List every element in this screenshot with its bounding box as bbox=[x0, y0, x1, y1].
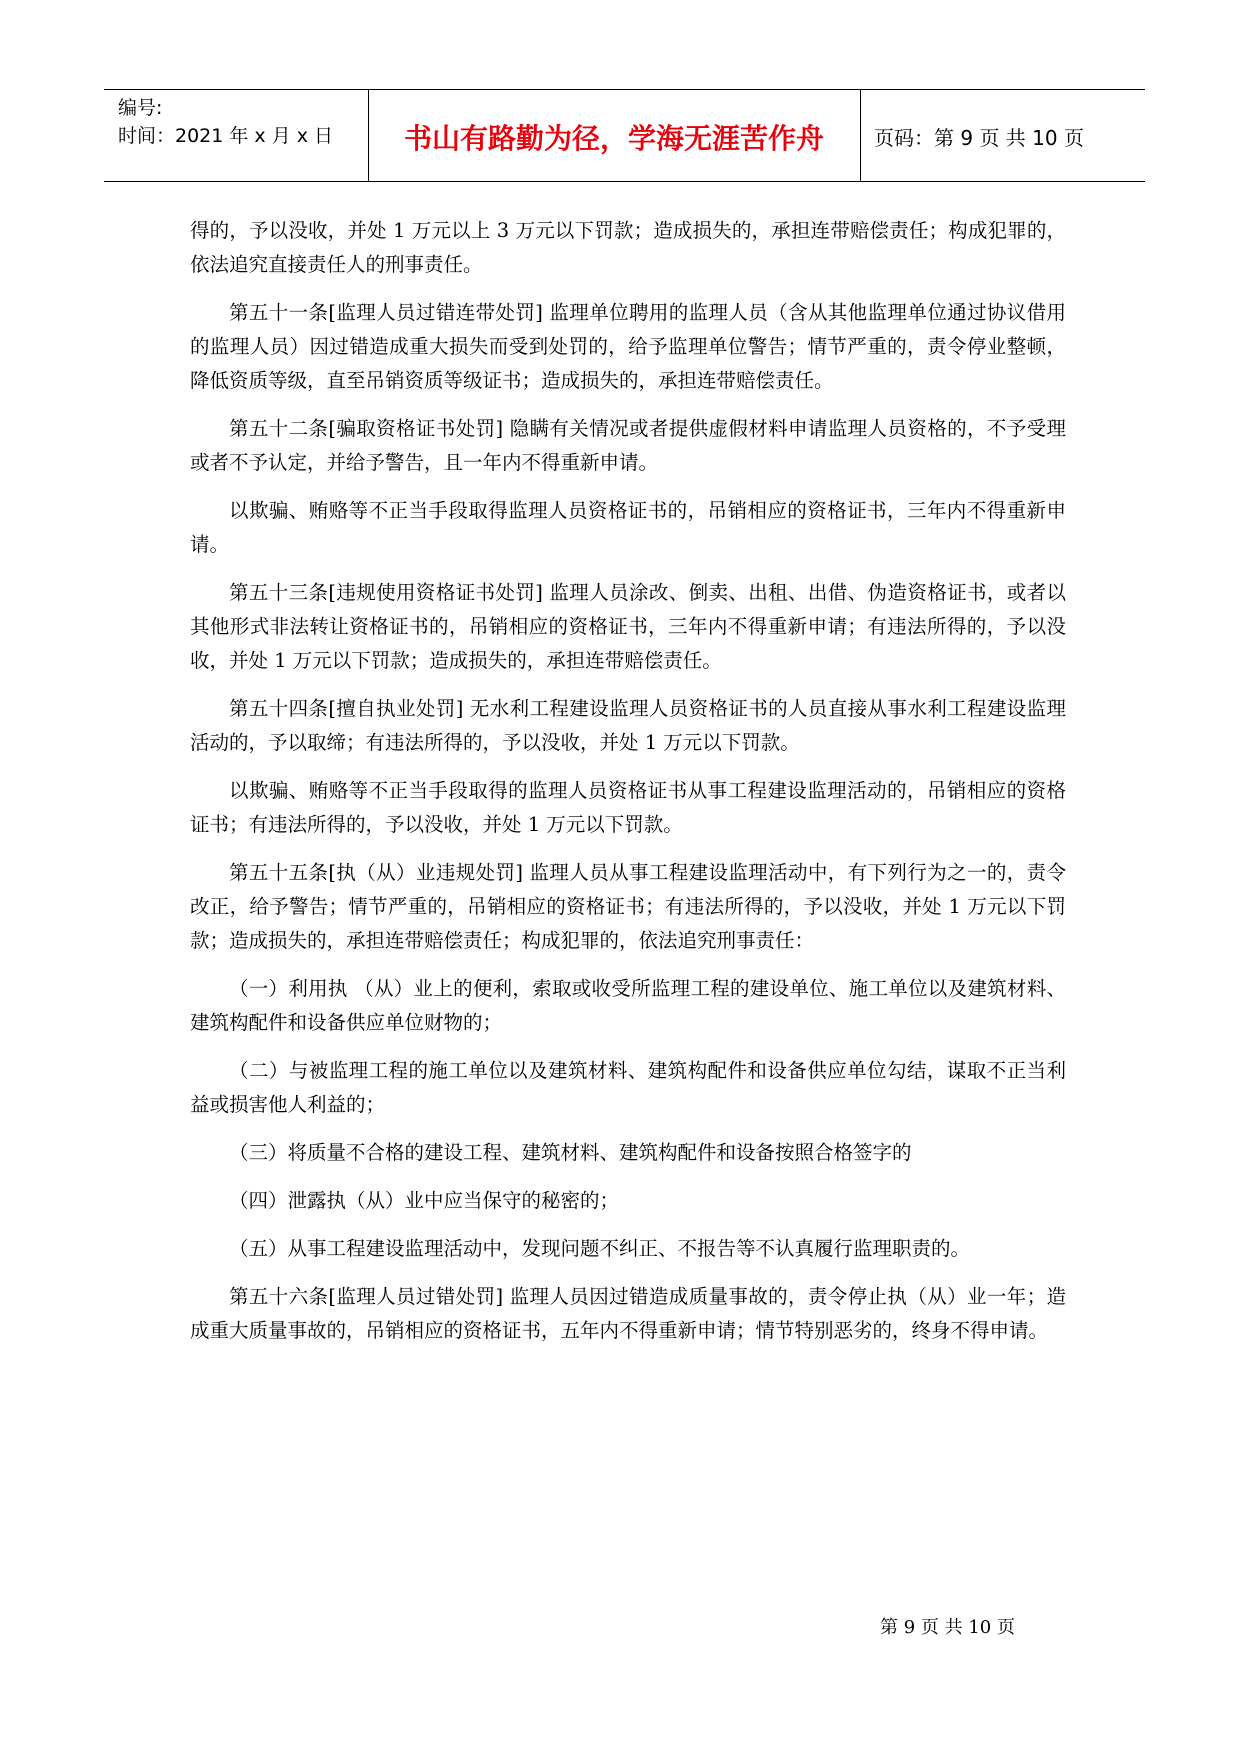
paragraph-continuation: 得的，予以没收，并处 1 万元以上 3 万元以下罚款；造成损失的，承担连带赔偿责任；构成犯罪的，依法追究直接责任人的刑事责任。 bbox=[190, 219, 1066, 276]
article-55-item-2: （二）与被监理工程的施工单位以及建筑材料、建筑构配件和设备供应单位勾结，谋取不正当利益或损害他人利益的； bbox=[190, 1059, 1066, 1116]
document-time-label: 时间：2021 年 x 月 x 日 bbox=[118, 125, 334, 147]
article-51: 第五十一条[监理人员过错连带处罚] 监理单位聘用的监理人员（含从其他监理单位通过协议借用的监理人员）因过错造成重大损失而受到处罚的，给予监理单位警告；情节严重的，责令停业整顿，降低资质等级，直至吊销资质等级证书；造成损失的，承担连带赔偿责任。 bbox=[190, 301, 1066, 392]
article-52: 第五十二条[骗取资格证书处罚] 隐瞒有关情况或者提供虚假材料申请监理人员资格的，不予受理或者不予认定，并给予警告，且一年内不得重新申请。 bbox=[190, 417, 1066, 474]
article-54: 第五十四条[擅自执业处罚] 无水利工程建设监理人员资格证书的人员直接从事水利工程建设监理活动的，予以取缔；有违法所得的，予以没收，并处 1 万元以下罚款。 bbox=[190, 697, 1066, 754]
header-page-number: 页码：第 9 页 共 10 页 bbox=[874, 126, 1084, 150]
article-56: 第五十六条[监理人员过错处罚] 监理人员因过错造成质量事故的，责令停止执（从）业一年；造成重大质量事故的，吊销相应的资格证书，五年内不得重新申请；情节特别恶劣的，终身不得申请。 bbox=[190, 1285, 1066, 1342]
article-55-item-4: （四）泄露执（从）业中应当保守的秘密的； bbox=[229, 1189, 620, 1212]
header-divider-right bbox=[860, 90, 861, 181]
document-number-label: 编号: bbox=[118, 97, 163, 119]
article-54-clause: 以欺骗、贿赂等不正当手段取得的监理人员资格证书从事工程建设监理活动的，吊销相应的资格证书；有违法所得的，予以没收，并处 1 万元以下罚款。 bbox=[190, 779, 1066, 836]
article-55-item-1: （一）利用执 （从）业上的便利，索取或收受所监理工程的建设单位、施工单位以及建筑材料、建筑构配件和设备供应单位财物的； bbox=[190, 977, 1066, 1034]
header-motto: 书山有路勤为径，学海无涯苦作舟 bbox=[403, 121, 824, 155]
header-meta bbox=[118, 94, 333, 150]
article-55-item-5: （五）从事工程建设监理活动中，发现问题不纠正、不报告等不认真履行监理职责的。 bbox=[229, 1237, 971, 1260]
document-body bbox=[190, 214, 1066, 1362]
article-52-clause: 以欺骗、贿赂等不正当手段取得监理人员资格证书的，吊销相应的资格证书，三年内不得重新申请。 bbox=[190, 499, 1066, 556]
page-header bbox=[104, 89, 1145, 182]
article-53: 第五十三条[违规使用资格证书处罚] 监理人员涂改、倒卖、出租、出借、伪造资格证书，或者以其他形式非法转让资格证书的，吊销相应的资格证书，三年内不得重新申请；有违法所得的，予以没收，并处 1 万元以下罚款；造成损失的，承担连带赔偿责任。 bbox=[190, 581, 1066, 672]
article-55-item-3: （三）将质量不合格的建设工程、建筑材料、建筑构配件和设备按照合格签字的 bbox=[229, 1141, 912, 1164]
page-footer: 第 9 页 共 10 页 bbox=[880, 1617, 1015, 1638]
article-55: 第五十五条[执（从）业违规处罚] 监理人员从事工程建设监理活动中，有下列行为之一的，责令改正，给予警告；情节严重的，吊销相应的资格证书；有违法所得的，予以没收，并处 1 万元以下罚款；造成损失的，承担连带赔偿责任；构成犯罪的，依法追究刑事责任： bbox=[190, 861, 1066, 952]
